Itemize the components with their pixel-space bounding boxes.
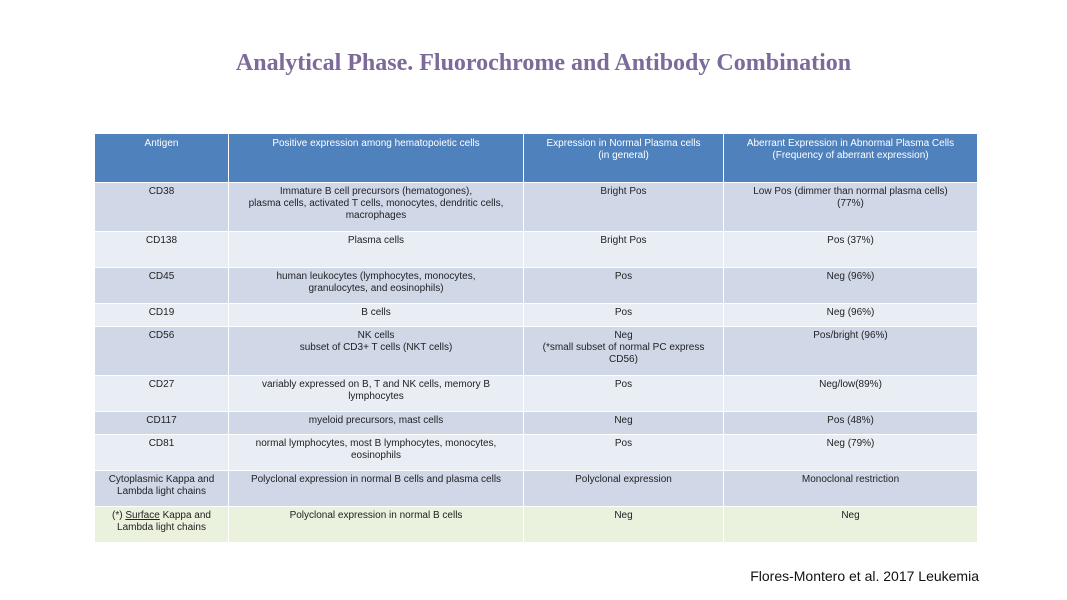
antigen-table [94, 133, 978, 543]
cell-aberrant: Neg [724, 507, 978, 543]
cell-antigen: Cytoplasmic Kappa and Lambda light chains [95, 471, 229, 507]
cell-aberrant: Pos (37%) [724, 232, 978, 268]
table-row [95, 412, 978, 435]
citation: Flores-Montero et al. 2017 Leukemia [750, 568, 979, 584]
cell-normal: Polyclonal expression [524, 471, 724, 507]
cell-positive: normal lymphocytes, most B lymphocytes, monocytes, eosinophils [229, 435, 524, 471]
header-antigen: Antigen [95, 134, 229, 183]
table-row [95, 435, 978, 471]
cell-normal: Pos [524, 376, 724, 412]
cell-normal: Bright Pos [524, 183, 724, 232]
table-row [95, 304, 978, 327]
header-positive-expression: Positive expression among hematopoietic cells [229, 134, 524, 183]
header-normal-expression: Expression in Normal Plasma cells (in general) [524, 134, 724, 183]
antigen-suffix: Kappa and Lambda light chains [117, 510, 211, 533]
table-row [95, 268, 978, 304]
cell-aberrant: Neg (79%) [724, 435, 978, 471]
cell-positive: Polyclonal expression in normal B cells [229, 507, 524, 543]
cell-antigen: CD45 [95, 268, 229, 304]
table-row [95, 507, 978, 543]
cell-antigen: CD117 [95, 412, 229, 435]
cell-aberrant: Pos/bright (96%) [724, 327, 978, 376]
cell-normal: Pos [524, 435, 724, 471]
cell-positive: B cells [229, 304, 524, 327]
cell-antigen: CD19 [95, 304, 229, 327]
table-row [95, 232, 978, 268]
cell-aberrant: Neg (96%) [724, 268, 978, 304]
cell-positive: human leukocytes (lymphocytes, monocytes, granulocytes, and eosinophils) [229, 268, 524, 304]
table-row [95, 471, 978, 507]
cell-aberrant: Pos (48%) [724, 412, 978, 435]
cell-positive: Polyclonal expression in normal B cells and plasma cells [229, 471, 524, 507]
table-row [95, 327, 978, 376]
cell-aberrant: Neg/low(89%) [724, 376, 978, 412]
cell-positive: NK cells subset of CD3+ T cells (NKT cells) [229, 327, 524, 376]
cell-antigen: CD27 [95, 376, 229, 412]
cell-positive: Plasma cells [229, 232, 524, 268]
slide-title: Analytical Phase. Fluorochrome and Antibody Combination [235, 50, 852, 76]
cell-normal: Neg (*small subset of normal PC express CD56) [524, 327, 724, 376]
header-aberrant-expression: Aberrant Expression in Abnormal Plasma Cells (Frequency of aberrant expression) [724, 134, 978, 183]
antigen-underlined: Surface [125, 510, 160, 521]
table-row [95, 183, 978, 232]
cell-antigen: CD56 [95, 327, 229, 376]
cell-aberrant: Neg (96%) [724, 304, 978, 327]
cell-normal: Neg [524, 412, 724, 435]
cell-antigen: CD81 [95, 435, 229, 471]
cell-positive: variably expressed on B, T and NK cells, memory B lymphocytes [229, 376, 524, 412]
cell-positive: Immature B cell precursors (hematogones), plasma cells, activated T cells, monocytes, dendritic cells, macrophages [229, 183, 524, 232]
cell-aberrant: Low Pos (dimmer than normal plasma cells) (77%) [724, 183, 978, 232]
table-row [95, 376, 978, 412]
cell-antigen [95, 507, 229, 543]
cell-positive: myeloid precursors, mast cells [229, 412, 524, 435]
cell-normal: Bright Pos [524, 232, 724, 268]
cell-normal: Pos [524, 304, 724, 327]
cell-antigen: CD38 [95, 183, 229, 232]
cell-normal: Neg [524, 507, 724, 543]
cell-antigen: CD138 [95, 232, 229, 268]
cell-normal: Pos [524, 268, 724, 304]
antigen-prefix: (*) [112, 510, 126, 521]
cell-aberrant: Monoclonal restriction [724, 471, 978, 507]
table-header-row [95, 134, 978, 183]
